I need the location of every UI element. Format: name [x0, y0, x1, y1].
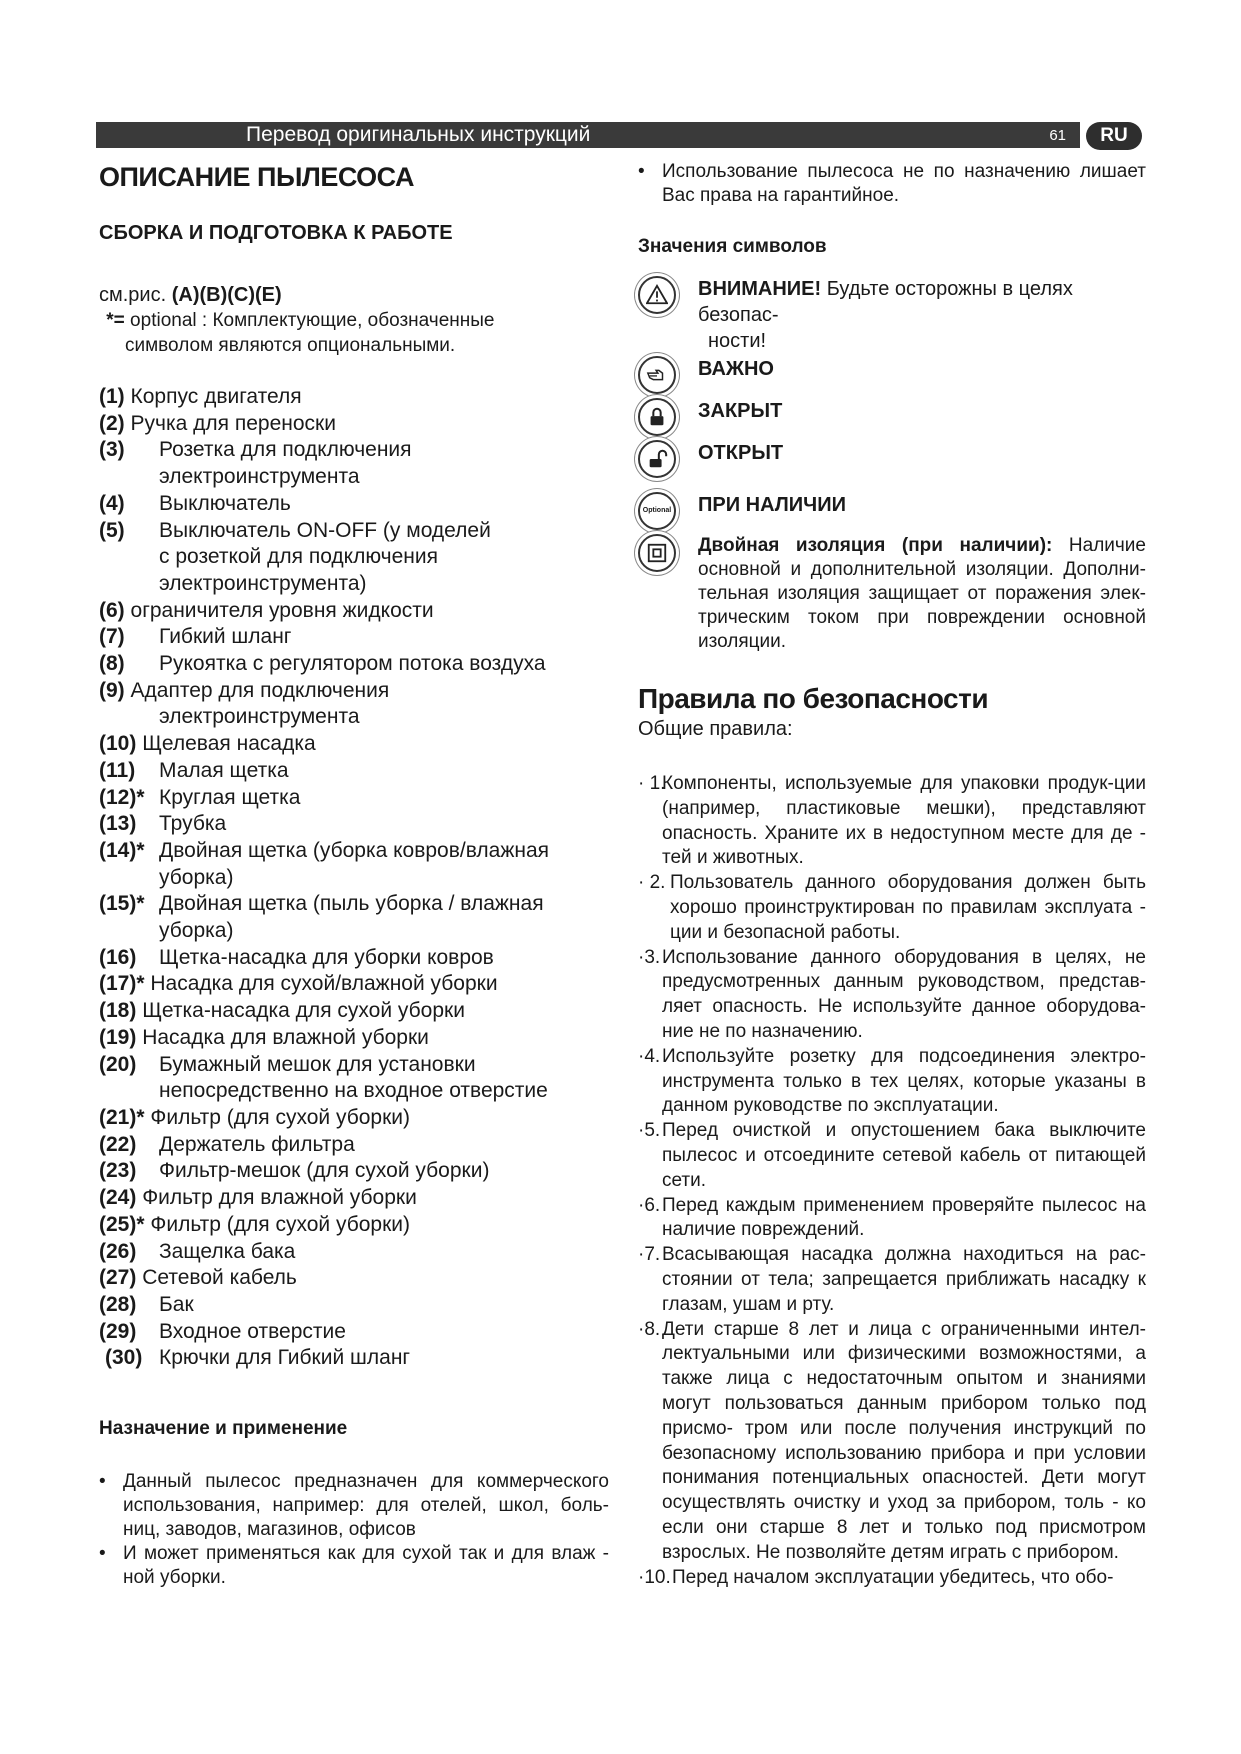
symbol-warning: ВНИМАНИЕ! Будьте осторожны в целях безопас- ности! — [638, 276, 1146, 354]
part-item: (22) Держатель фильтра — [99, 1132, 355, 1156]
part-item: (1) Корпус двигателя — [99, 385, 302, 408]
part-item: (11) Малая щетка — [99, 758, 289, 782]
safety-rule: ·4. Используйте розетку для подсоединения электро-инструмента только в тех целях, которые указаны в данном руководстве по эксплуатации. — [638, 1045, 1146, 1117]
optional-key: *= — [106, 310, 125, 331]
optional-line-2: символом являются опциональными. — [125, 335, 456, 356]
header-bar — [96, 122, 1080, 148]
safety-rule: ·8. Дети старше 8 лет и лица с ограниченными интел-лектуальными или физическими возможностями, а также лица с недостаточным опытом и знаниями могут пользоваться данным прибором только под присмо- тром или после получения инструкций по безопасному использованию прибора и при условии понимания потенциальных опасностей. Дети могут осуществлять очистку и уход за прибором, толь - ко если они старше 8 лет и только под присмотром взрослых. Не позволяйте детям играть с прибором. — [638, 1318, 1146, 1563]
assembly-heading: СБОРКА И ПОДГОТОВКА К РАБОТЕ — [99, 222, 453, 244]
see-figure-prefix: см.рис. — [99, 284, 167, 306]
page-number: 61 — [1049, 127, 1066, 144]
part-item: (14)* Двойная щетка (уборка ковров/влажная уборка) — [99, 838, 550, 889]
part-item: (16) Щетка-насадка для уборки ковров — [99, 945, 494, 969]
purpose-bullets — [99, 1470, 609, 1590]
double-insulation-icon — [638, 534, 676, 572]
symbol-double-insulation: Двойная изоляция (при наличии): Наличие основной и дополнительной изоляции. Дополни-тельная изоляция защищает от поражения элек-трическим током при повреждении основной изоляции. — [638, 534, 1146, 654]
part-item: (13) Трубка — [99, 812, 227, 836]
part-item: (19) Насадка для влажной уборки — [99, 1025, 429, 1049]
safety-rule: ·7. Всасывающая насадка должна находиться на рас-стоянии от тела; запрещается приближать насадку к глазам, ушам и рту. — [638, 1244, 1146, 1315]
safety-rule: ·5. Перед очисткой и опустошением бака выключите пылесос и отсоедините сетевой кабель от питающей сети. — [638, 1120, 1146, 1191]
lock-closed-icon — [638, 398, 676, 436]
parts-list — [99, 384, 609, 1372]
part-item: (30) Крючки для Гибкий шланг — [105, 1346, 411, 1370]
part-item: (18) Щетка-насадка для сухой уборки — [99, 999, 465, 1023]
part-item: (10) Щелевая насадка — [99, 732, 316, 756]
purpose-heading: Назначение и применение — [99, 1418, 348, 1440]
page-title: ОПИСАНИЕ ПЫЛЕСОСА — [99, 162, 414, 192]
part-item: (26) Защелка бака — [99, 1239, 296, 1263]
left-column — [99, 160, 609, 1590]
optional-icon: Optional — [638, 492, 676, 530]
see-figure-line — [99, 282, 609, 308]
symbol-unlocked: ОТКРЫТ — [638, 440, 1146, 490]
symbols-heading: Значения символов — [638, 236, 827, 257]
part-item: (20) Бумажный мешок для установки непосредственно на входное отверстие — [99, 1052, 548, 1103]
part-item: (12)* Круглая щетка — [99, 785, 301, 809]
part-item: (21)* Фильтр (для сухой уборки) — [99, 1105, 411, 1129]
part-item: (23) Фильтр-мешок (для сухой уборки) — [99, 1159, 490, 1183]
pointing-hand-icon — [638, 356, 676, 394]
header-title: Перевод оригинальных инструкций — [246, 123, 591, 146]
warning-triangle-icon — [638, 276, 676, 314]
safety-rule: ·3. Использование данного оборудования в целях, не предусмотренных данным руководством, представ-ляет опасность. Не используйте данное оборудова-ние не по назначению. — [638, 946, 1146, 1042]
part-item: (25)* Фильтр (для сухой уборки) — [99, 1212, 411, 1236]
purpose-bullet: • Данный пылесос предназначен для коммерческого использования, например: для отелей, школ, боль-ниц, заводов, магазинов, офисов — [99, 1471, 609, 1541]
part-item: (9) Адаптер для подключения электроинструмента — [99, 678, 390, 729]
see-figure-refs: (A)(B)(C)(E) — [171, 284, 282, 306]
symbol-optional: Optional ПРИ НАЛИЧИИ — [638, 492, 1146, 532]
optional-line-1: optional : Комплектующие, обозначенные — [124, 310, 495, 331]
part-item: (5) Выключатель ON-OFF (у моделей с розеткой для подключения электроинструмента) — [99, 518, 491, 595]
safety-rules-subheading: Общие правила: — [638, 718, 793, 740]
part-item: (29) Входное отверстие — [99, 1319, 346, 1343]
symbol-locked: ЗАКРЫТ — [638, 398, 1146, 438]
safety-rule: ·10. Перед началом эксплуатации убедитесь, что обо- — [638, 1566, 1114, 1588]
part-item: (6) ограничителя уровня жидкости — [99, 598, 434, 622]
safety-rule: ·6. Перед каждым применением проверяйте пылесос на наличие повреждений. — [638, 1194, 1146, 1241]
part-item: (2) Ручка для переноски — [99, 411, 336, 435]
purpose-bullet: • И может применяться как для сухой так и для влаж - ной уборки. — [99, 1543, 609, 1589]
lock-open-icon — [638, 440, 676, 478]
part-item: (7) Гибкий шланг — [99, 625, 292, 649]
safety-rules-heading: Правила по безопасности — [638, 683, 989, 714]
optional-note — [99, 308, 609, 358]
part-item: (3) Розетка для подключения электроинструмента — [99, 438, 412, 489]
part-item: (24) Фильтр для влажной уборки — [99, 1186, 417, 1210]
safety-rule: · 1. Компоненты, используемые для упаковки продук-ции (например, пластиковые мешки), представляют опасность. Храните их в недоступном месте для де - тей и животных. — [638, 773, 1146, 869]
part-item: (4) Выключатель — [99, 491, 291, 515]
part-item: (27) Сетевой кабель — [99, 1266, 297, 1290]
part-item: (15)* Двойная щетка (пыль уборка / влажная уборка) — [99, 892, 544, 943]
part-item: (8) Рукоятка с регулятором потока воздуха — [99, 652, 546, 676]
right-column — [638, 160, 1146, 1590]
safety-rule: · 2. Пользователь данного оборудования должен быть хорошо проинструктирован по правилам эксплуата - ции и безопасной работы. — [638, 872, 1146, 943]
language-badge: RU — [1086, 122, 1142, 150]
safety-rules-list — [638, 772, 1146, 1590]
part-item: (28) Бак — [99, 1292, 194, 1316]
symbol-important: ВАЖНО — [638, 356, 1146, 396]
warranty-bullet: • Использование пылесоса не по назначению лишает Вас права на гарантийное. — [638, 161, 1146, 206]
symbols-list — [638, 276, 1146, 654]
part-item: (17)* Насадка для сухой/влажной уборки — [99, 972, 498, 996]
